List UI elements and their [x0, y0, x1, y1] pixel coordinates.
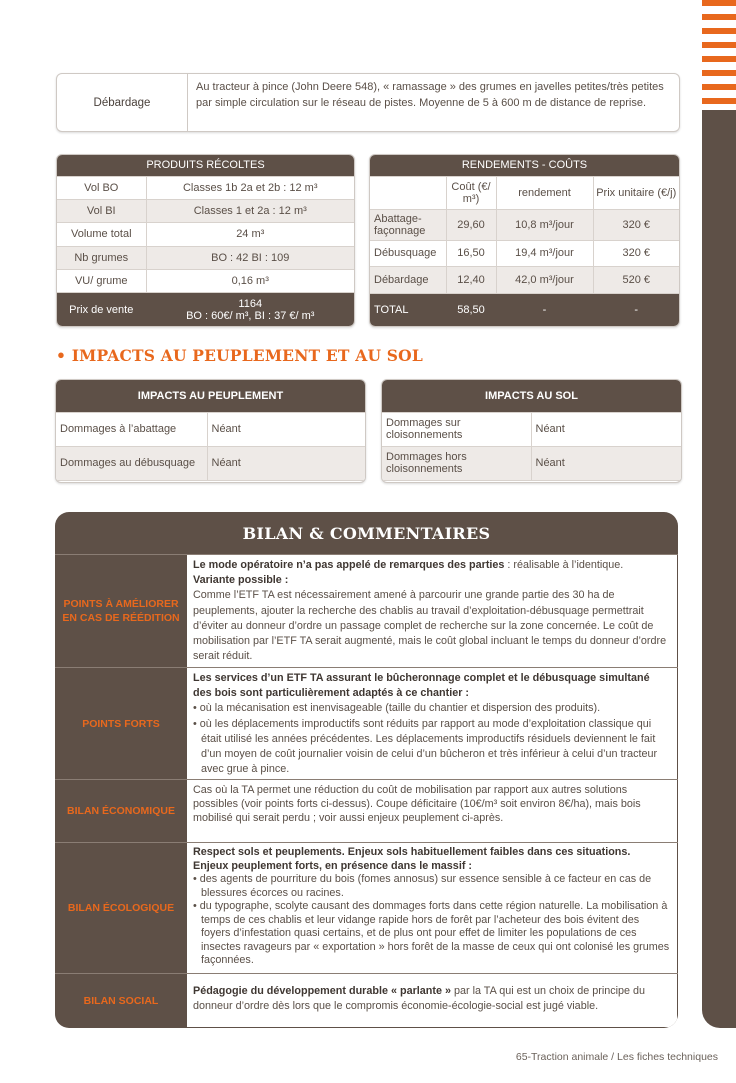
- table-header: rendement: [496, 176, 593, 209]
- section-title: • IMPACTS AU PEUPLEMENT ET AU SOL: [56, 346, 423, 365]
- bilan-row-ameliorer: [55, 554, 678, 667]
- table-cell: 42,0 m³/jour: [496, 266, 593, 293]
- table-cell: Débusquage: [370, 240, 446, 266]
- bilan-panel: [55, 512, 678, 1028]
- impacts-peuplement-title: IMPACTS AU PEUPLEMENT: [56, 380, 365, 412]
- table-cell: 320 €: [593, 209, 679, 240]
- table-cell: Débardage: [370, 266, 446, 293]
- price-line-2: BO : 60€/ m³, BI : 37 €/ m³: [186, 309, 315, 322]
- impacts-peuplement-table: [55, 379, 366, 483]
- table-cell: TOTAL: [370, 293, 446, 327]
- table-cell: Abattage-façonnage: [370, 209, 446, 240]
- bilan-text: par la TA qui est un choix de principe du donneur d’ordre dès lors que le compromis économie-écologie-social est jugé viable.: [193, 985, 646, 1013]
- table-cell: Vol BO: [57, 176, 146, 199]
- table-cell: Dommages au débusquage: [56, 446, 207, 480]
- list-item: • des agents de pourriture du bois (fomes annosus) sur essence sensible à ce facteur en cas de blessures écorces ou racines.: [193, 873, 652, 899]
- table-cell: 58,50: [446, 293, 496, 327]
- bilan-title: BILAN & COMMENTAIRES: [242, 523, 491, 543]
- impacts-sol-table: [381, 379, 682, 483]
- list-item: • du typographe, scolyte causant des dommages forts dans cette région naturelle. La mobilisation à temps de ces chablis et leur vidange rapide hors de forêt par l’acheteur des bois évitent des foyers d’infestation quasi certains, et de plus ont pour effet de limiter les populations de ces insectes ravageurs par « exportation » hors forêt de la masse de ceux qui ont colonisé les grumes façonnées.: [193, 900, 670, 966]
- table-cell: Néant: [207, 446, 365, 480]
- table-cell: [146, 293, 354, 327]
- table-cell: 12,40: [446, 266, 496, 293]
- table-cell: 24 m³: [146, 223, 354, 246]
- produits-table: [56, 154, 355, 327]
- bilan-row-forts: [55, 667, 678, 779]
- bilan-row-content: [187, 668, 677, 779]
- bilan-row-label: POINTS À AMÉLIORER EN CAS DE RÉÉDITION: [62, 598, 180, 624]
- table-cell: 19,4 m³/jour: [496, 240, 593, 266]
- list-item: • où les déplacements improductifs sont réduits par rapport au mode d’exploitation classique qui était utilisé les années précédentes. Les déplacements improductifs résiduels deviennent le fait d’un moyen de coût journalier voisin de celui d’un bûcheron et très inférieur à celui d’un tracteur avec grue à pince.: [193, 717, 658, 776]
- table-cell: Néant: [207, 412, 365, 446]
- table-cell: -: [593, 293, 679, 327]
- table-cell: 520 €: [593, 266, 679, 293]
- impacts-sol-title: IMPACTS AU SOL: [382, 380, 681, 412]
- table-cell: 16,50: [446, 240, 496, 266]
- bilan-row-content: [187, 843, 677, 973]
- bilan-row-content: [187, 555, 677, 667]
- bilan-row-label: POINTS FORTS: [82, 717, 160, 730]
- table-cell: BO : 42 BI : 109: [146, 246, 354, 269]
- table-header: [370, 176, 446, 209]
- produits-title: PRODUITS RÉCOLTES: [57, 155, 354, 176]
- bilan-text: Comme l’ETF TA est nécessairement amené à parcourir une grande partie des 30 ha de peuplements, ajouter la recherche des chablis au travail d’exploitation-débusquage permettrait d’éviter au donneur d’ordre un passage complet de recherche sur la zone concernée. Le coût de mobilisation par l’ETF TA serait augmenté, mais le coût global incluant le temps du donneur d’ordre serait réduit.: [193, 589, 667, 663]
- table-cell: Dommages hors cloisonnements: [382, 446, 531, 480]
- table-header: Prix unitaire (€/j): [593, 176, 679, 209]
- bilan-row-label: BILAN ÉCONOMIQUE: [67, 805, 175, 817]
- bilan-bold: Le mode opératoire n’a pas appelé de remarques des parties: [193, 559, 505, 571]
- bilan-bold: Pédagogie du développement durable « parlante »: [193, 985, 451, 997]
- rendements-title: RENDEMENTS - COÛTS: [370, 155, 679, 176]
- bilan-row-label: BILAN SOCIAL: [83, 994, 159, 1007]
- table-cell: Classes 1b 2a et 2b : 12 m³: [146, 176, 354, 199]
- bilan-row-social: [55, 973, 678, 1027]
- bilan-bold: Variante possible :: [193, 574, 289, 587]
- page-footer: 65-Traction animale / Les fiches techniques: [515, 1051, 718, 1063]
- table-header: Coût (€/ m³): [446, 176, 496, 209]
- bilan-bold: Enjeux peuplement forts, en présence dans le massif :: [193, 859, 473, 872]
- table-cell: Classes 1 et 2a : 12 m³: [146, 199, 354, 222]
- table-cell: Dommages sur cloisonnements: [382, 412, 531, 446]
- bilan-text: Cas où la TA permet une réduction du coût de mobilisation par rapport aux autres solutions possibles (voir points forts ci-dessus). Coupe déficitaire (10€/m³ soit environ 8€/ha), mais bois mobilisé qui serait perdu ; voir aussi enjeux peuplement ci-après.: [187, 780, 677, 842]
- table-cell: 29,60: [446, 209, 496, 240]
- debardage-text: Au tracteur à pince (John Deere 548), « ramassage » des grumes en javelles petites/très petites par simple circulation sur le réseau de pistes. Moyenne de 5 à 600 m de distance de reprise.: [196, 81, 664, 109]
- table-cell: Volume total: [57, 223, 146, 246]
- debardage-label: Débardage: [57, 74, 188, 131]
- debardage-card: [56, 73, 680, 132]
- table-cell: Dommages à l’abattage: [56, 412, 207, 446]
- table-cell: Néant: [531, 446, 681, 480]
- table-cell: Nb grumes: [57, 246, 146, 269]
- rendements-table: [369, 154, 680, 327]
- bilan-text: : réalisable à l’identique.: [504, 559, 624, 571]
- table-cell: 0,16 m³: [146, 270, 354, 293]
- bilan-row-ecologique: [55, 842, 678, 973]
- table-cell: Prix de vente: [57, 293, 146, 327]
- list-item: • où la mécanisation est inenvisageable (taille du chantier et dispersion des produits).: [193, 702, 601, 715]
- bilan-row-content: [187, 974, 677, 1027]
- bilan-row-economique: [55, 779, 678, 842]
- price-line-1: 1164: [238, 297, 263, 310]
- side-bar: [702, 110, 736, 1028]
- bilan-bold: Respect sols et peuplements. Enjeux sols habituellement faibles dans ces situations.: [193, 846, 631, 858]
- bilan-bold: Les services d’un ETF TA assurant le bûcheronnage complet et le débusquage simultané des bois sont particulièrement adaptés à ce chantier :: [193, 672, 650, 700]
- table-cell: VU/ grume: [57, 270, 146, 293]
- table-cell: 320 €: [593, 240, 679, 266]
- table-cell: -: [496, 293, 593, 327]
- table-cell: Néant: [531, 412, 681, 446]
- table-cell: Vol BI: [57, 199, 146, 222]
- bilan-row-label: BILAN ÉCOLOGIQUE: [67, 902, 175, 914]
- table-cell: 10,8 m³/jour: [496, 209, 593, 240]
